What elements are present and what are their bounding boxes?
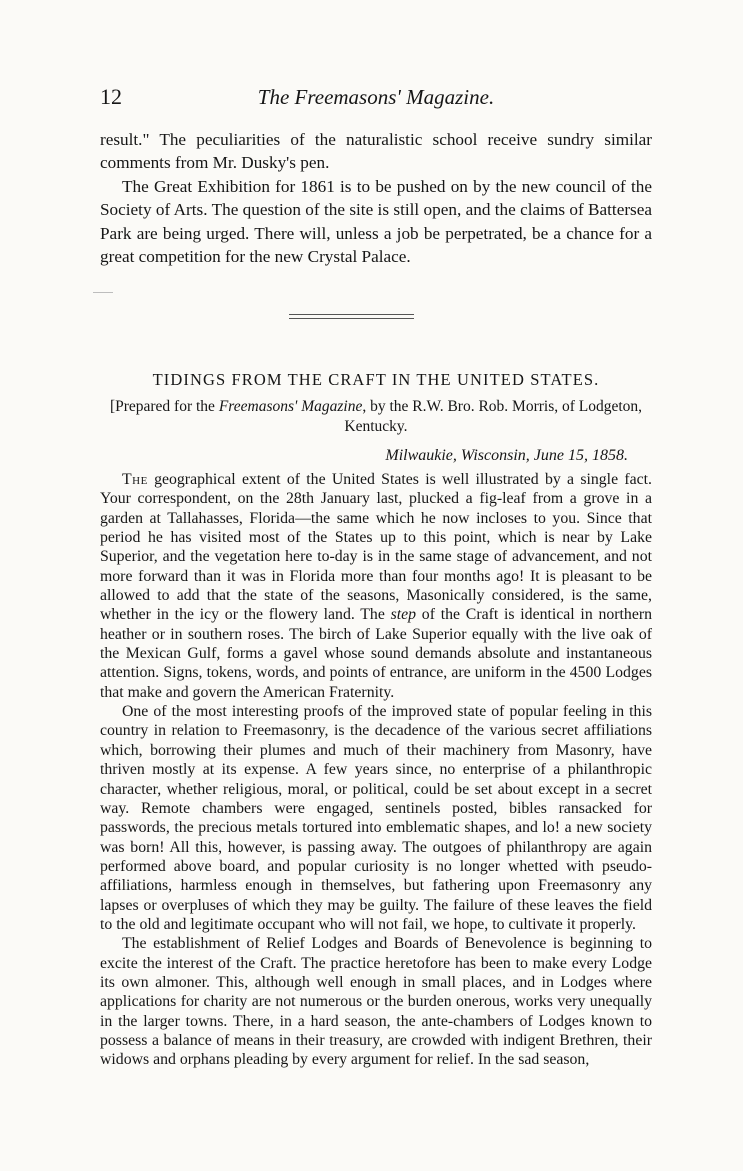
intro-paragraph: The Great Exhibition for 1861 is to be pushed on by the new council of the Society of Arts. The question of the site is still open, and the claims of Battersea Park are being urged. There will, unless a job be perpetrated, be a chance for a great competition for the new Crystal Palace. (100, 176, 652, 267)
margin-mark (93, 292, 113, 293)
emphasis-text: step (390, 606, 417, 624)
lead-word: The (122, 471, 148, 488)
page-number: 12 (100, 84, 122, 109)
paragraph-text: geographical extent of the United States is well illustrated by a single fact. Your correspondent, on the 28th January last, plucked a fig-leaf from a grove in a garden at Tallahasses, Florida—the same which he now incloses to you. Since that period he has visited most of the States up to this point, which is near by Lake Superior, and the vegetation here to-day is in the same stage of advancement, and not more forward than it was in Florida more than four months ago! It is pleasant to be allowed to add that the state of the seasons, Masonically considered, is the same, whether in the icy or the flowery land. The (100, 471, 652, 624)
paragraph-text: of the Craft is identical in northern heather or in southern roses. The birch of Lake Superior equally with the live oak of the Mexican Gulf, forms a gavel whose sound demands absolute and instantaneous attention. Signs, tokens, words, and points of entrance, are uniform in the 4500 Lodges that make and govern the American Fraternity. (100, 606, 652, 701)
article-heading: TIDINGS FROM THE CRAFT IN THE UNITED STATES. (152, 370, 600, 389)
article-byline (100, 397, 652, 437)
section-divider-rule (289, 318, 414, 319)
article-body (100, 470, 652, 1070)
byline-magazine-name: Freemasons' Magazine (218, 398, 363, 415)
byline-text: , by the R.W. Bro. Rob. Morris, of Lodgeton, Kentucky. (344, 398, 643, 435)
running-title: The Freemasons' Magazine. (257, 85, 495, 109)
running-head (100, 84, 652, 114)
byline-text: [Prepared for the (109, 398, 219, 415)
section-divider-rule (289, 314, 414, 315)
intro-section (100, 128, 652, 268)
intro-paragraph: result." The peculiarities of the naturalistic school receive sundry similar comments from Mr. Dusky's pen. (100, 130, 652, 173)
article-paragraph: One of the most interesting proofs of the improved state of popular feeling in this country in relation to Freemasonry, is the decadence of the various secret affiliations which, borrowing their plumes and much of their machinery from Masonry, have thriven mostly at its expense. A few years since, no enterprise of a philanthropic character, whether religious, moral, or political, could be set about except in a secret way. Remote chambers were engaged, sentinels posted, bibles ransacked for passwords, the precious metals tortured into emblematic shapes, and lo! a new society was born! All this, however, is passing away. The outgoes of philanthropy are again performed above board, and popular curiosity is no longer whetted with pseudo-affiliations, harmless enough in themselves, but fathering upon Freemasonry any lapses or overpluses of which they may be guilty. The failure of these leaves the field to the old and legitimate occupant who will not fail, we hope, to cultivate it properly. (100, 703, 652, 933)
article-paragraph: The establishment of Relief Lodges and Boards of Benevolence is beginning to excite the interest of the Craft. The practice heretofore has been to make every Lodge its own almoner. This, although well enough in small places, and in Lodges where applications for charity are not numerous or the burden onerous, works very unequally in the larger towns. There, in a hard season, the ante-chambers of Lodges known to possess a balance of means in their treasury, are crowded with indigent Brethren, their widows and orphans pleading by every argument for relief. In the sad season, (100, 935, 652, 1069)
article-paragraph (100, 470, 652, 702)
article-dateline: Milwaukie, Wisconsin, June 15, 1858. (385, 447, 628, 464)
